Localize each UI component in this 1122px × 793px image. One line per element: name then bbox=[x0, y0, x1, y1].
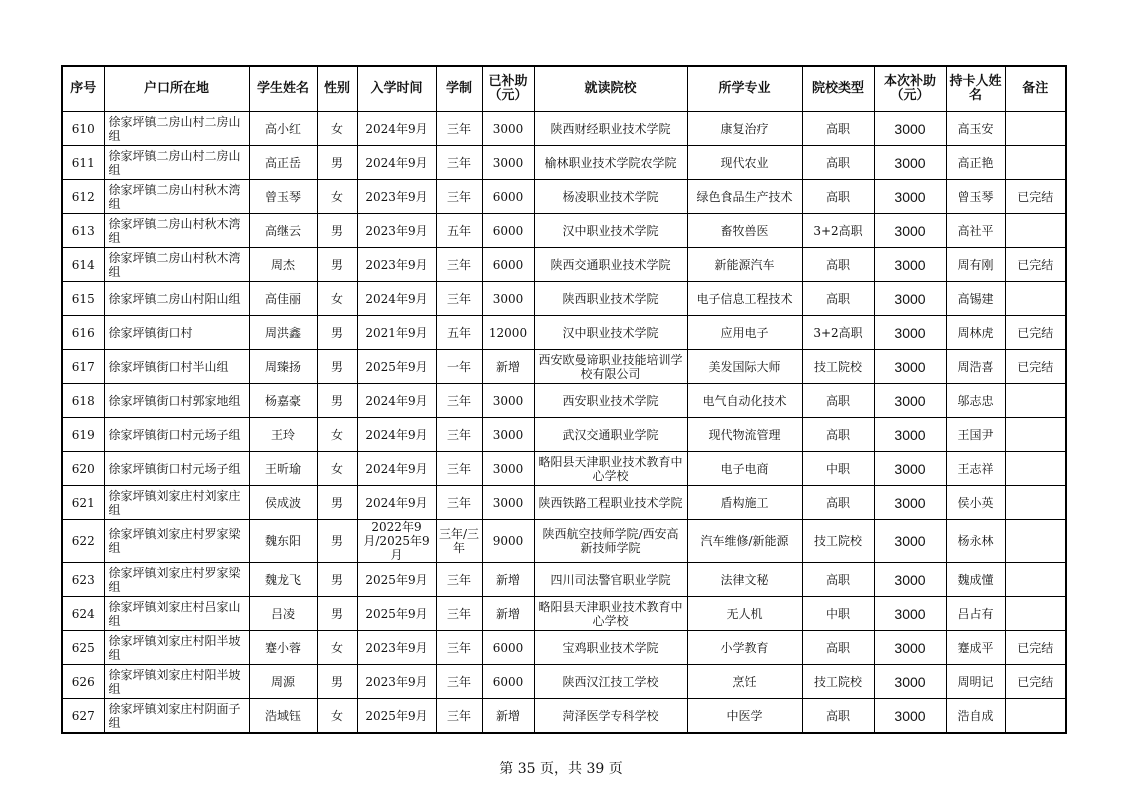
cell-major: 烹饪 bbox=[687, 665, 802, 699]
cell-enrollment-date: 2025年9月 bbox=[357, 563, 436, 597]
header-enrollment-date: 入学时间 bbox=[357, 66, 436, 112]
cell-school-type: 高职 bbox=[802, 384, 874, 418]
cell-student-name: 魏龙飞 bbox=[249, 563, 317, 597]
cell-major: 电子电商 bbox=[687, 452, 802, 486]
header-major: 所学专业 bbox=[687, 66, 802, 112]
cell-remarks bbox=[1005, 520, 1066, 563]
table-row bbox=[62, 112, 1066, 146]
cell-household-location: 徐家坪镇刘家庄村罗家梁组 bbox=[104, 563, 249, 597]
cell-gender: 男 bbox=[317, 350, 357, 384]
cell-program-length: 三年 bbox=[436, 146, 482, 180]
cell-school: 略阳县天津职业技术教育中心学校 bbox=[534, 597, 687, 631]
table-row bbox=[62, 699, 1066, 734]
cell-remarks: 已完结 bbox=[1005, 248, 1066, 282]
cell-enrollment-date: 2025年9月 bbox=[357, 699, 436, 734]
cell-program-length: 三年 bbox=[436, 631, 482, 665]
cell-enrollment-date: 2023年9月 bbox=[357, 631, 436, 665]
cell-enrollment-date: 2024年9月 bbox=[357, 486, 436, 520]
table-row bbox=[62, 248, 1066, 282]
cell-cardholder-name: 高正艳 bbox=[946, 146, 1005, 180]
cell-cardholder-name: 蹇成平 bbox=[946, 631, 1005, 665]
table-row bbox=[62, 486, 1066, 520]
header-household-location: 户口所在地 bbox=[104, 66, 249, 112]
cell-school: 汉中职业技术学院 bbox=[534, 316, 687, 350]
cell-enrollment-date: 2023年9月 bbox=[357, 665, 436, 699]
cell-remarks bbox=[1005, 563, 1066, 597]
cell-gender: 女 bbox=[317, 112, 357, 146]
cell-major: 美发国际大师 bbox=[687, 350, 802, 384]
cell-school-type: 技工院校 bbox=[802, 665, 874, 699]
table-row bbox=[62, 418, 1066, 452]
cell-school-type: 中职 bbox=[802, 597, 874, 631]
cell-remarks bbox=[1005, 486, 1066, 520]
table-row bbox=[62, 214, 1066, 248]
cell-gender: 男 bbox=[317, 214, 357, 248]
cell-household-location: 徐家坪镇二房山村二房山组 bbox=[104, 112, 249, 146]
cell-remarks: 已完结 bbox=[1005, 180, 1066, 214]
cell-cardholder-name: 高锡建 bbox=[946, 282, 1005, 316]
cell-enrollment-date: 2024年9月 bbox=[357, 418, 436, 452]
cell-school-type: 中职 bbox=[802, 452, 874, 486]
cell-serial: 615 bbox=[62, 282, 104, 316]
cell-household-location: 徐家坪镇二房山村二房山组 bbox=[104, 146, 249, 180]
cell-serial: 617 bbox=[62, 350, 104, 384]
cell-serial: 616 bbox=[62, 316, 104, 350]
cell-school-type: 技工院校 bbox=[802, 520, 874, 563]
table-row bbox=[62, 452, 1066, 486]
cell-serial: 620 bbox=[62, 452, 104, 486]
cell-school-type: 高职 bbox=[802, 699, 874, 734]
cell-current-subsidy: 3000 bbox=[874, 248, 946, 282]
cell-major: 盾构施工 bbox=[687, 486, 802, 520]
cell-program-length: 三年 bbox=[436, 248, 482, 282]
cell-serial: 612 bbox=[62, 180, 104, 214]
cell-gender: 男 bbox=[317, 316, 357, 350]
cell-enrollment-date: 2024年9月 bbox=[357, 112, 436, 146]
cell-major: 汽车维修/新能源 bbox=[687, 520, 802, 563]
cell-student-name: 高正岳 bbox=[249, 146, 317, 180]
table-row bbox=[62, 180, 1066, 214]
cell-subsidized-amount: 3000 bbox=[482, 486, 534, 520]
cell-school-type: 高职 bbox=[802, 282, 874, 316]
cell-school: 陕西汉江技工学校 bbox=[534, 665, 687, 699]
table-row bbox=[62, 631, 1066, 665]
cell-household-location: 徐家坪镇刘家庄村阳半坡组 bbox=[104, 665, 249, 699]
cell-remarks: 已完结 bbox=[1005, 350, 1066, 384]
cell-cardholder-name: 王国尹 bbox=[946, 418, 1005, 452]
cell-subsidized-amount: 6000 bbox=[482, 665, 534, 699]
cell-school-type: 高职 bbox=[802, 486, 874, 520]
table-row bbox=[62, 597, 1066, 631]
cell-current-subsidy: 3000 bbox=[874, 631, 946, 665]
cell-gender: 女 bbox=[317, 631, 357, 665]
cell-cardholder-name: 周林虎 bbox=[946, 316, 1005, 350]
table-row bbox=[62, 520, 1066, 563]
cell-enrollment-date: 2024年9月 bbox=[357, 452, 436, 486]
cell-program-length: 三年 bbox=[436, 597, 482, 631]
cell-remarks bbox=[1005, 214, 1066, 248]
cell-school: 菏泽医学专科学校 bbox=[534, 699, 687, 734]
cell-school: 陕西铁路工程职业技术学院 bbox=[534, 486, 687, 520]
cell-gender: 女 bbox=[317, 418, 357, 452]
cell-school: 四川司法警官职业学院 bbox=[534, 563, 687, 597]
cell-current-subsidy: 3000 bbox=[874, 112, 946, 146]
cell-remarks bbox=[1005, 418, 1066, 452]
cell-serial: 621 bbox=[62, 486, 104, 520]
cell-current-subsidy: 3000 bbox=[874, 214, 946, 248]
cell-household-location: 徐家坪镇二房山村阳山组 bbox=[104, 282, 249, 316]
cell-gender: 女 bbox=[317, 452, 357, 486]
cell-school: 陕西交通职业技术学院 bbox=[534, 248, 687, 282]
header-serial: 序号 bbox=[62, 66, 104, 112]
cell-enrollment-date: 2024年9月 bbox=[357, 146, 436, 180]
cell-school: 榆林职业技术学院农学院 bbox=[534, 146, 687, 180]
cell-gender: 男 bbox=[317, 665, 357, 699]
cell-school: 汉中职业技术学院 bbox=[534, 214, 687, 248]
cell-household-location: 徐家坪镇刘家庄村阴面子组 bbox=[104, 699, 249, 734]
cell-current-subsidy: 3000 bbox=[874, 146, 946, 180]
cell-remarks: 已完结 bbox=[1005, 665, 1066, 699]
cell-remarks bbox=[1005, 146, 1066, 180]
cell-serial: 623 bbox=[62, 563, 104, 597]
cell-gender: 女 bbox=[317, 282, 357, 316]
cell-subsidized-amount: 6000 bbox=[482, 248, 534, 282]
cell-current-subsidy: 3000 bbox=[874, 452, 946, 486]
cell-remarks bbox=[1005, 112, 1066, 146]
table-header-row bbox=[62, 66, 1066, 112]
cell-subsidized-amount: 3000 bbox=[482, 146, 534, 180]
cell-current-subsidy: 3000 bbox=[874, 316, 946, 350]
cell-school: 陕西职业技术学院 bbox=[534, 282, 687, 316]
cell-cardholder-name: 周明记 bbox=[946, 665, 1005, 699]
cell-program-length: 三年 bbox=[436, 699, 482, 734]
cell-major: 电子信息工程技术 bbox=[687, 282, 802, 316]
cell-current-subsidy: 3000 bbox=[874, 486, 946, 520]
cell-student-name: 浩域钰 bbox=[249, 699, 317, 734]
cell-program-length: 三年/三年 bbox=[436, 520, 482, 563]
cell-current-subsidy: 3000 bbox=[874, 282, 946, 316]
cell-current-subsidy: 3000 bbox=[874, 520, 946, 563]
cell-serial: 611 bbox=[62, 146, 104, 180]
cell-student-name: 周洪鑫 bbox=[249, 316, 317, 350]
cell-household-location: 徐家坪镇街口村郭家地组 bbox=[104, 384, 249, 418]
cell-cardholder-name: 杨永林 bbox=[946, 520, 1005, 563]
cell-cardholder-name: 侯小英 bbox=[946, 486, 1005, 520]
table-row bbox=[62, 384, 1066, 418]
cell-school: 陕西航空技师学院/西安高新技师学院 bbox=[534, 520, 687, 563]
cell-school-type: 3+2高职 bbox=[802, 214, 874, 248]
cell-student-name: 王玲 bbox=[249, 418, 317, 452]
cell-remarks: 已完结 bbox=[1005, 316, 1066, 350]
cell-student-name: 侯成波 bbox=[249, 486, 317, 520]
cell-program-length: 三年 bbox=[436, 282, 482, 316]
cell-student-name: 周臻扬 bbox=[249, 350, 317, 384]
table-row bbox=[62, 282, 1066, 316]
cell-current-subsidy: 3000 bbox=[874, 384, 946, 418]
cell-enrollment-date: 2022年9月/2025年9月 bbox=[357, 520, 436, 563]
cell-major: 法律文秘 bbox=[687, 563, 802, 597]
cell-serial: 614 bbox=[62, 248, 104, 282]
cell-school: 西安职业技术学院 bbox=[534, 384, 687, 418]
cell-major: 现代农业 bbox=[687, 146, 802, 180]
cell-school-type: 3+2高职 bbox=[802, 316, 874, 350]
cell-program-length: 三年 bbox=[436, 563, 482, 597]
cell-gender: 男 bbox=[317, 384, 357, 418]
cell-enrollment-date: 2023年9月 bbox=[357, 180, 436, 214]
cell-remarks bbox=[1005, 452, 1066, 486]
cell-school-type: 高职 bbox=[802, 418, 874, 452]
subsidy-table bbox=[61, 65, 1067, 734]
cell-household-location: 徐家坪镇街口村元场子组 bbox=[104, 418, 249, 452]
cell-school-type: 高职 bbox=[802, 112, 874, 146]
cell-household-location: 徐家坪镇二房山村秋木湾组 bbox=[104, 248, 249, 282]
cell-remarks bbox=[1005, 597, 1066, 631]
cell-subsidized-amount: 3000 bbox=[482, 112, 534, 146]
cell-subsidized-amount: 3000 bbox=[482, 282, 534, 316]
table-row bbox=[62, 563, 1066, 597]
cell-student-name: 高小红 bbox=[249, 112, 317, 146]
cell-current-subsidy: 3000 bbox=[874, 563, 946, 597]
cell-serial: 613 bbox=[62, 214, 104, 248]
cell-school: 杨凌职业技术学院 bbox=[534, 180, 687, 214]
cell-cardholder-name: 高社平 bbox=[946, 214, 1005, 248]
page-footer: 第 35 页，共 39 页 bbox=[499, 761, 623, 777]
cell-major: 电气自动化技术 bbox=[687, 384, 802, 418]
cell-student-name: 周杰 bbox=[249, 248, 317, 282]
cell-current-subsidy: 3000 bbox=[874, 350, 946, 384]
cell-subsidized-amount: 3000 bbox=[482, 418, 534, 452]
cell-cardholder-name: 邬志忠 bbox=[946, 384, 1005, 418]
cell-school-type: 技工院校 bbox=[802, 350, 874, 384]
cell-current-subsidy: 3000 bbox=[874, 597, 946, 631]
cell-current-subsidy: 3000 bbox=[874, 665, 946, 699]
cell-subsidized-amount: 3000 bbox=[482, 452, 534, 486]
cell-cardholder-name: 浩自成 bbox=[946, 699, 1005, 734]
cell-student-name: 杨嘉豪 bbox=[249, 384, 317, 418]
cell-school: 武汉交通职业学院 bbox=[534, 418, 687, 452]
cell-serial: 618 bbox=[62, 384, 104, 418]
cell-serial: 625 bbox=[62, 631, 104, 665]
cell-subsidized-amount: 新增 bbox=[482, 350, 534, 384]
cell-student-name: 王昕瑜 bbox=[249, 452, 317, 486]
cell-program-length: 三年 bbox=[436, 112, 482, 146]
cell-gender: 男 bbox=[317, 248, 357, 282]
header-program-length: 学制 bbox=[436, 66, 482, 112]
cell-subsidized-amount: 6000 bbox=[482, 214, 534, 248]
cell-subsidized-amount: 6000 bbox=[482, 631, 534, 665]
cell-gender: 男 bbox=[317, 486, 357, 520]
cell-major: 无人机 bbox=[687, 597, 802, 631]
cell-major: 绿色食品生产技术 bbox=[687, 180, 802, 214]
cell-major: 应用电子 bbox=[687, 316, 802, 350]
cell-household-location: 徐家坪镇街口村半山组 bbox=[104, 350, 249, 384]
header-current-subsidy: 本次补助（元） bbox=[874, 66, 946, 112]
cell-household-location: 徐家坪镇刘家庄村吕家山组 bbox=[104, 597, 249, 631]
header-school: 就读院校 bbox=[534, 66, 687, 112]
cell-cardholder-name: 周浩喜 bbox=[946, 350, 1005, 384]
table-row bbox=[62, 146, 1066, 180]
cell-current-subsidy: 3000 bbox=[874, 699, 946, 734]
cell-school: 西安欧曼谛职业技能培训学校有限公司 bbox=[534, 350, 687, 384]
cell-student-name: 曾玉琴 bbox=[249, 180, 317, 214]
cell-enrollment-date: 2023年9月 bbox=[357, 214, 436, 248]
header-gender: 性别 bbox=[317, 66, 357, 112]
cell-subsidized-amount: 9000 bbox=[482, 520, 534, 563]
cell-current-subsidy: 3000 bbox=[874, 180, 946, 214]
cell-serial: 627 bbox=[62, 699, 104, 734]
cell-program-length: 一年 bbox=[436, 350, 482, 384]
cell-subsidized-amount: 新增 bbox=[482, 563, 534, 597]
table-row bbox=[62, 350, 1066, 384]
cell-enrollment-date: 2024年9月 bbox=[357, 384, 436, 418]
cell-subsidized-amount: 新增 bbox=[482, 597, 534, 631]
cell-school-type: 高职 bbox=[802, 248, 874, 282]
cell-student-name: 蹇小蓉 bbox=[249, 631, 317, 665]
cell-subsidized-amount: 12000 bbox=[482, 316, 534, 350]
cell-current-subsidy: 3000 bbox=[874, 418, 946, 452]
cell-student-name: 高继云 bbox=[249, 214, 317, 248]
header-student-name: 学生姓名 bbox=[249, 66, 317, 112]
header-school-type: 院校类型 bbox=[802, 66, 874, 112]
cell-school-type: 高职 bbox=[802, 631, 874, 665]
cell-remarks bbox=[1005, 282, 1066, 316]
cell-school-type: 高职 bbox=[802, 180, 874, 214]
cell-serial: 626 bbox=[62, 665, 104, 699]
cell-gender: 女 bbox=[317, 699, 357, 734]
table-row bbox=[62, 665, 1066, 699]
cell-program-length: 三年 bbox=[436, 418, 482, 452]
cell-student-name: 吕凌 bbox=[249, 597, 317, 631]
cell-program-length: 五年 bbox=[436, 214, 482, 248]
cell-serial: 610 bbox=[62, 112, 104, 146]
cell-remarks bbox=[1005, 699, 1066, 734]
cell-household-location: 徐家坪镇刘家庄村刘家庄组 bbox=[104, 486, 249, 520]
cell-cardholder-name: 曾玉琴 bbox=[946, 180, 1005, 214]
cell-cardholder-name: 高玉安 bbox=[946, 112, 1005, 146]
cell-major: 新能源汽车 bbox=[687, 248, 802, 282]
cell-gender: 女 bbox=[317, 180, 357, 214]
cell-household-location: 徐家坪镇街口村元场子组 bbox=[104, 452, 249, 486]
cell-major: 中医学 bbox=[687, 699, 802, 734]
cell-major: 小学教育 bbox=[687, 631, 802, 665]
cell-student-name: 魏东阳 bbox=[249, 520, 317, 563]
cell-enrollment-date: 2025年9月 bbox=[357, 597, 436, 631]
cell-school: 宝鸡职业技术学院 bbox=[534, 631, 687, 665]
cell-enrollment-date: 2025年9月 bbox=[357, 350, 436, 384]
cell-school-type: 高职 bbox=[802, 146, 874, 180]
cell-subsidized-amount: 新增 bbox=[482, 699, 534, 734]
cell-major: 康复治疗 bbox=[687, 112, 802, 146]
cell-subsidized-amount: 3000 bbox=[482, 384, 534, 418]
cell-subsidized-amount: 6000 bbox=[482, 180, 534, 214]
cell-program-length: 五年 bbox=[436, 316, 482, 350]
cell-major: 畜牧兽医 bbox=[687, 214, 802, 248]
cell-serial: 622 bbox=[62, 520, 104, 563]
cell-remarks bbox=[1005, 384, 1066, 418]
cell-enrollment-date: 2024年9月 bbox=[357, 282, 436, 316]
cell-school: 陕西财经职业技术学院 bbox=[534, 112, 687, 146]
cell-cardholder-name: 吕占有 bbox=[946, 597, 1005, 631]
cell-program-length: 三年 bbox=[436, 180, 482, 214]
cell-school-type: 高职 bbox=[802, 563, 874, 597]
cell-enrollment-date: 2021年9月 bbox=[357, 316, 436, 350]
cell-program-length: 三年 bbox=[436, 384, 482, 418]
cell-gender: 男 bbox=[317, 563, 357, 597]
cell-remarks: 已完结 bbox=[1005, 631, 1066, 665]
cell-enrollment-date: 2023年9月 bbox=[357, 248, 436, 282]
cell-household-location: 徐家坪镇二房山村秋木湾组 bbox=[104, 214, 249, 248]
cell-serial: 624 bbox=[62, 597, 104, 631]
cell-gender: 男 bbox=[317, 520, 357, 563]
cell-school: 略阳县天津职业技术教育中心学校 bbox=[534, 452, 687, 486]
cell-student-name: 周源 bbox=[249, 665, 317, 699]
cell-cardholder-name: 魏成懂 bbox=[946, 563, 1005, 597]
cell-program-length: 三年 bbox=[436, 452, 482, 486]
cell-cardholder-name: 王志祥 bbox=[946, 452, 1005, 486]
cell-program-length: 三年 bbox=[436, 486, 482, 520]
cell-gender: 男 bbox=[317, 146, 357, 180]
cell-major: 现代物流管理 bbox=[687, 418, 802, 452]
cell-household-location: 徐家坪镇刘家庄村罗家梁组 bbox=[104, 520, 249, 563]
cell-cardholder-name: 周有刚 bbox=[946, 248, 1005, 282]
header-cardholder-name: 持卡人姓名 bbox=[946, 66, 1005, 112]
cell-gender: 男 bbox=[317, 597, 357, 631]
header-subsidized-amount: 已补助（元） bbox=[482, 66, 534, 112]
cell-household-location: 徐家坪镇二房山村秋木湾组 bbox=[104, 180, 249, 214]
cell-household-location: 徐家坪镇刘家庄村阳半坡组 bbox=[104, 631, 249, 665]
table-row bbox=[62, 316, 1066, 350]
cell-program-length: 三年 bbox=[436, 665, 482, 699]
cell-student-name: 高佳丽 bbox=[249, 282, 317, 316]
cell-household-location: 徐家坪镇街口村 bbox=[104, 316, 249, 350]
header-remarks: 备注 bbox=[1005, 66, 1066, 112]
cell-serial: 619 bbox=[62, 418, 104, 452]
